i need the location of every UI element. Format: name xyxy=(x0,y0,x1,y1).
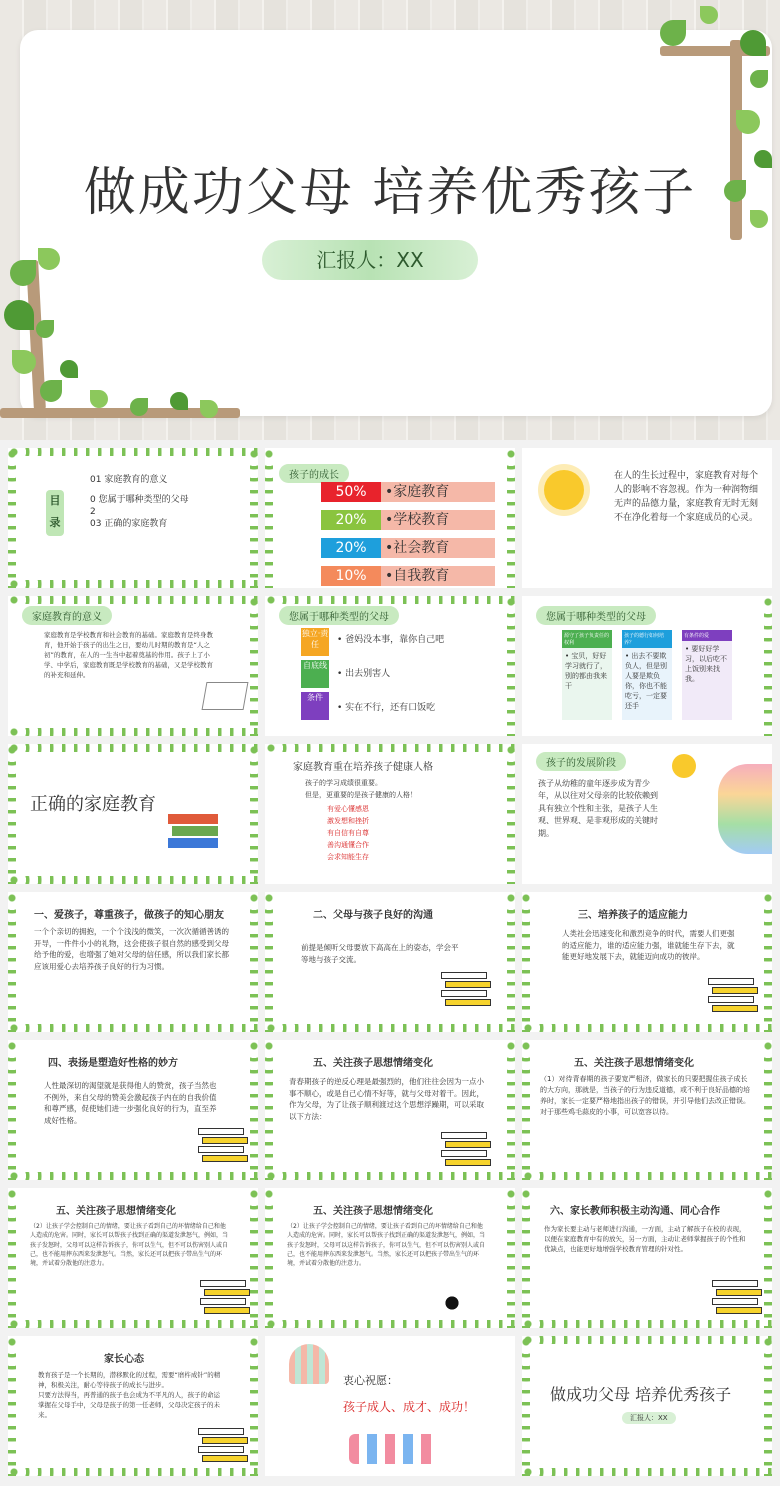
meaning-chip: 家庭教育的意义 xyxy=(22,606,112,625)
slide-s4[interactable] xyxy=(8,1040,258,1180)
book-icon xyxy=(712,1298,758,1305)
slide-s12[interactable] xyxy=(522,1336,772,1476)
type-col xyxy=(682,630,732,720)
book-icon xyxy=(202,1437,248,1444)
type-col-body: • 要好好学习，以后吃不上饭别来找我。 xyxy=(685,645,727,683)
book-icon xyxy=(198,1128,244,1135)
closing-presenter: 汇报人：XX xyxy=(622,1412,676,1424)
toc-item: 0 您属于哪种类型的父母 xyxy=(90,495,189,505)
presenter-pill: 汇报人：XX xyxy=(262,240,478,280)
rainbow-icon xyxy=(718,764,772,854)
book-icon xyxy=(202,1455,248,1462)
book-icon xyxy=(198,1446,244,1453)
slide-text: （1）对待青春期的孩子要宽严相济，做家长的只要把握住孩子成长的大方向，那就是，当孩子的行为违反道德，或不利于良好品德的培养时，家长一定要严格地指出孩子的错误，并引导他们去改正错误。对于那些鸡毛蒜皮的小事，可以宽容以待。 xyxy=(540,1075,750,1116)
slide-text: 青春期孩子的逆反心理是最强烈的，他们往往会因为一点小事不顺心，或是自己心情不好等，就与父母对着干。因此，作为父母，为了让孩子顺利渡过这个思想浮躁期，可以采取以下方法： xyxy=(289,1077,484,1121)
notebook-icon xyxy=(202,682,249,710)
growth-pct: 20% xyxy=(321,510,381,530)
correct-title: 正确的家庭教育 xyxy=(30,794,156,815)
books-icon xyxy=(198,1428,244,1468)
parent-type-chip: 您属于哪种类型的父母 xyxy=(536,606,656,625)
clover-vine-left-icon xyxy=(0,240,240,430)
book-icon xyxy=(445,1141,491,1148)
slide-s8[interactable] xyxy=(265,1188,515,1328)
type-item: • 爸妈没本事，靠你自己吧 xyxy=(337,635,445,645)
health-point: 有爱心懂感恩 xyxy=(327,805,369,813)
growth-label: •自我教育 xyxy=(381,566,495,586)
slide-title: 六、家长教师积极主动沟通、同心合作 xyxy=(550,1206,720,1217)
slide-text: 人性最深切的渴望就是获得他人的赞赏，孩子当然也不例外，来自父母的赞美会激起孩子内在的自我价值和尊严感，促使她们进一步强化良好的行为，直至养成好性格。 xyxy=(44,1081,217,1125)
growth-label: •学校教育 xyxy=(381,510,495,530)
growth-chip: 孩子的成长 xyxy=(279,464,349,483)
cover-title: 做成功父母 培养优秀孩子 xyxy=(83,163,697,223)
slide-text: 教育孩子是一个长期的，潜移默化的过程，需要“磨杵成针”的精神，积极关注，耐心等待孩子的成长与进步。 只要方法得当，再普通的孩子也会成为不平凡的人，孩子的命运掌握在父母手中，父母是孩子的第一任老师，父母决定孩子的未来。 xyxy=(38,1371,221,1420)
slide-s7[interactable] xyxy=(8,1188,258,1328)
closing-title: 做成功父母 培养优秀孩子 xyxy=(550,1385,732,1404)
slide-parent-type-1[interactable] xyxy=(265,596,515,736)
slide-parent-type-2[interactable] xyxy=(522,596,772,736)
slide-s2[interactable] xyxy=(265,892,515,1032)
book-icon xyxy=(441,972,487,979)
arrow-block: 自底线 xyxy=(301,660,329,688)
book-icon xyxy=(708,978,754,985)
growth-pct: 50% xyxy=(321,482,381,502)
type-col-head: 孩子的德行如何培养？ xyxy=(622,630,672,648)
slide-title: 一、爱孩子，尊重孩子，做孩子的知心朋友 xyxy=(34,910,224,921)
toc-item: 01 家庭教育的意义 xyxy=(90,475,168,485)
slide-grid xyxy=(0,440,780,1486)
type-col-body: • 出去不要欺负人，但是别人要是欺负你，你也不能吃亏，一定要还手 xyxy=(625,652,667,710)
meaning-text: 家庭教育是学校教育和社会教育的基础。家庭教育是终身教育，他开始于孩子的出生之日，要幼儿时期的教育是“人之初”的教育，在人的一生当中起着奠基的作用。孩子上了小学、中学后，家庭教育既是学校教育的基础，又是学校教育的补充和延伸。 xyxy=(44,631,213,680)
slide-s6[interactable] xyxy=(522,1040,772,1180)
slide-text: 人类社会迅速变化和激烈竞争的时代，需要人们更强的适应能力，谁的适应能力强，谁就能生存下去，就能更好地发展下去，就能迈向成功的彼岸。 xyxy=(562,929,735,962)
type-col xyxy=(622,630,672,720)
book-icon xyxy=(445,999,491,1006)
slide-text: 前提是倾听父母要放下高高在上的姿态，学会平等地与孩子交流。 xyxy=(301,943,459,964)
slide-title: 家长心态 xyxy=(104,1354,144,1365)
slide-text: （2）让孩子学会控制自己的情绪，要让孩子看到自己的坏情绪给自己和他人造成的危害。同时，家长可以帮孩子找到正确的渠道发泄怒气，例如，当孩子发怒时，父母可以这样告诉孩子，你可以生气，但不可以伤害别人或自己，也不能用摔东西来发泄怒气。当然，家长还可以把孩子带出生气的环境，并试着分散他的注意力。 xyxy=(30,1223,229,1268)
type-item: • 实在不行，还有口饭吃 xyxy=(337,703,436,713)
slide-correct[interactable] xyxy=(8,744,258,884)
books-icon xyxy=(712,1280,758,1320)
growth-label: •家庭教育 xyxy=(381,482,495,502)
arrow-block: 独立·责任 xyxy=(301,628,329,656)
slide-title: 五、关注孩子思想情绪变化 xyxy=(574,1058,694,1069)
book-icon xyxy=(441,1132,487,1139)
type-item: • 出去别害人 xyxy=(337,669,391,679)
wish-title: 衷心祝愿： xyxy=(343,1374,398,1387)
book-icon xyxy=(198,1146,244,1153)
stage-text: 孩子从幼稚的童年逐步成为青少年，从以往对父母亲的比较依赖到具有独立个性和主张，是孩子人生观、世界观、是非观形成的关键时期。 xyxy=(538,779,658,838)
type-col-head: 源守了孩子负责任的权利 xyxy=(562,630,612,648)
slide-title: 二、父母与孩子良好的沟通 xyxy=(313,910,433,921)
health-point: 有自信有自尊 xyxy=(327,829,369,837)
wish-text: 孩子成人、成才、成功！ xyxy=(343,1400,476,1414)
slide-s9[interactable] xyxy=(522,1188,772,1328)
slide-title: 五、关注孩子思想情绪变化 xyxy=(313,1206,433,1217)
book-icon xyxy=(200,1298,246,1305)
health-title: 家庭教育重在培养孩子健康人格 xyxy=(293,762,433,773)
toc-item: 03 正确的家庭教育 xyxy=(90,519,168,529)
book-icon xyxy=(708,996,754,1003)
book-icon xyxy=(204,1289,250,1296)
book-icon xyxy=(445,1159,491,1166)
toc-heading: 目录 xyxy=(46,490,64,536)
growth-pct: 10% xyxy=(321,566,381,586)
slide-health[interactable] xyxy=(265,744,515,884)
health-line: 但是，更重要的是孩子健康的人格！ xyxy=(305,791,417,799)
cover-slide xyxy=(0,0,780,440)
book-icon xyxy=(716,1307,762,1314)
slide-title: 三、培养孩子的适应能力 xyxy=(578,910,688,921)
slide-title: 五、关注孩子思想情绪变化 xyxy=(313,1058,433,1069)
health-line: 孩子的学习成绩很重要。 xyxy=(305,779,382,787)
books-icon xyxy=(708,978,754,1018)
growth-label: •社会教育 xyxy=(381,538,495,558)
slide-title: 四、表扬是塑造好性格的妙方 xyxy=(48,1058,178,1069)
books-icon xyxy=(200,1280,246,1320)
book-icon xyxy=(441,990,487,997)
book-icon xyxy=(200,1280,246,1287)
books-icon xyxy=(441,1132,487,1172)
book-icon xyxy=(202,1155,248,1162)
slide-intro[interactable] xyxy=(522,448,772,588)
sun-icon xyxy=(672,754,696,778)
slide-s11[interactable] xyxy=(265,1336,515,1476)
growth-pct: 20% xyxy=(321,538,381,558)
slide-s1[interactable] xyxy=(8,892,258,1032)
slide-growth[interactable] xyxy=(265,448,515,588)
book-icon xyxy=(204,1307,250,1314)
books-icon xyxy=(198,1128,244,1168)
slide-text: 作为家长要主动与老师进行沟通，一方面，主动了解孩子在校的表现，以便在家庭教育中有的放矢，另一方面，主动让老师掌握孩子的个性和优缺点，也能更好地增强学校教育管理的针对性。 xyxy=(544,1225,746,1254)
slide-title: 五、关注孩子思想情绪变化 xyxy=(56,1206,176,1217)
stage-chip: 孩子的发展阶段 xyxy=(536,752,626,771)
slide-stage[interactable] xyxy=(522,744,772,884)
book-icon xyxy=(712,987,758,994)
books-icon xyxy=(441,972,487,1012)
type-col-body: • 宝贝，好好学习就行了，别的都由我来干 xyxy=(565,652,607,690)
toc-item: 2 xyxy=(90,507,96,517)
sun-icon xyxy=(544,470,584,510)
type-col xyxy=(562,630,612,720)
balloon-icon xyxy=(289,1344,329,1384)
slide-toc[interactable] xyxy=(8,448,258,588)
book-icon xyxy=(441,1150,487,1157)
type-col-head: 有条件的爱 xyxy=(682,630,732,641)
book-icon xyxy=(712,1280,758,1287)
flower-dots-icon xyxy=(437,1288,467,1318)
book-icon xyxy=(198,1428,244,1435)
book-icon xyxy=(202,1137,248,1144)
book-icon xyxy=(716,1289,762,1296)
book-icon xyxy=(445,981,491,988)
slide-s10[interactable] xyxy=(8,1336,258,1476)
arrow-block: 条件 xyxy=(301,692,329,720)
books-stack-icon xyxy=(168,814,218,854)
slide-s3[interactable] xyxy=(522,892,772,1032)
slide-text: （2）让孩子学会控制自己的情绪，要让孩子看到自己的坏情绪给自己和他人造成的危害。同时，家长可以帮孩子找到正确的渠道发泄怒气，例如，当孩子发怒时，父母可以这样告诉孩子，你可以生气，但不可以伤害别人或自己，也不能用摔东西来发泄怒气。当然，家长还可以把孩子带出生气的环境，并试着分散他的注意力。 xyxy=(287,1223,486,1268)
kids-icon xyxy=(349,1434,439,1464)
parent-type-chip: 您属于哪种类型的父母 xyxy=(279,606,399,625)
health-point: 善沟通懂合作 xyxy=(327,841,369,849)
health-point: 会求知能生存 xyxy=(327,853,369,861)
slide-text: 一个个亲切的拥抱，一个个浅浅的微笑，一次次循循善诱的开导，一件件小小的礼物，这会使孩子很自然的感受到父母给予他的爱，也增强了她对父母的信任感，所以我们家长都应该用爱心去培养孩子良好的行为习惯。 xyxy=(34,927,229,971)
slide-meaning[interactable] xyxy=(8,596,258,736)
book-icon xyxy=(712,1005,758,1012)
slide-s5[interactable] xyxy=(265,1040,515,1180)
intro-text: 在人的生长过程中，家庭教育对每个人的影响不容忽视。作为一种润物细无声的品德力量，家庭教育无时无刻不在净化着每一个家庭成员的心灵。 xyxy=(614,471,759,523)
health-point: 激发想和挫折 xyxy=(327,817,369,825)
